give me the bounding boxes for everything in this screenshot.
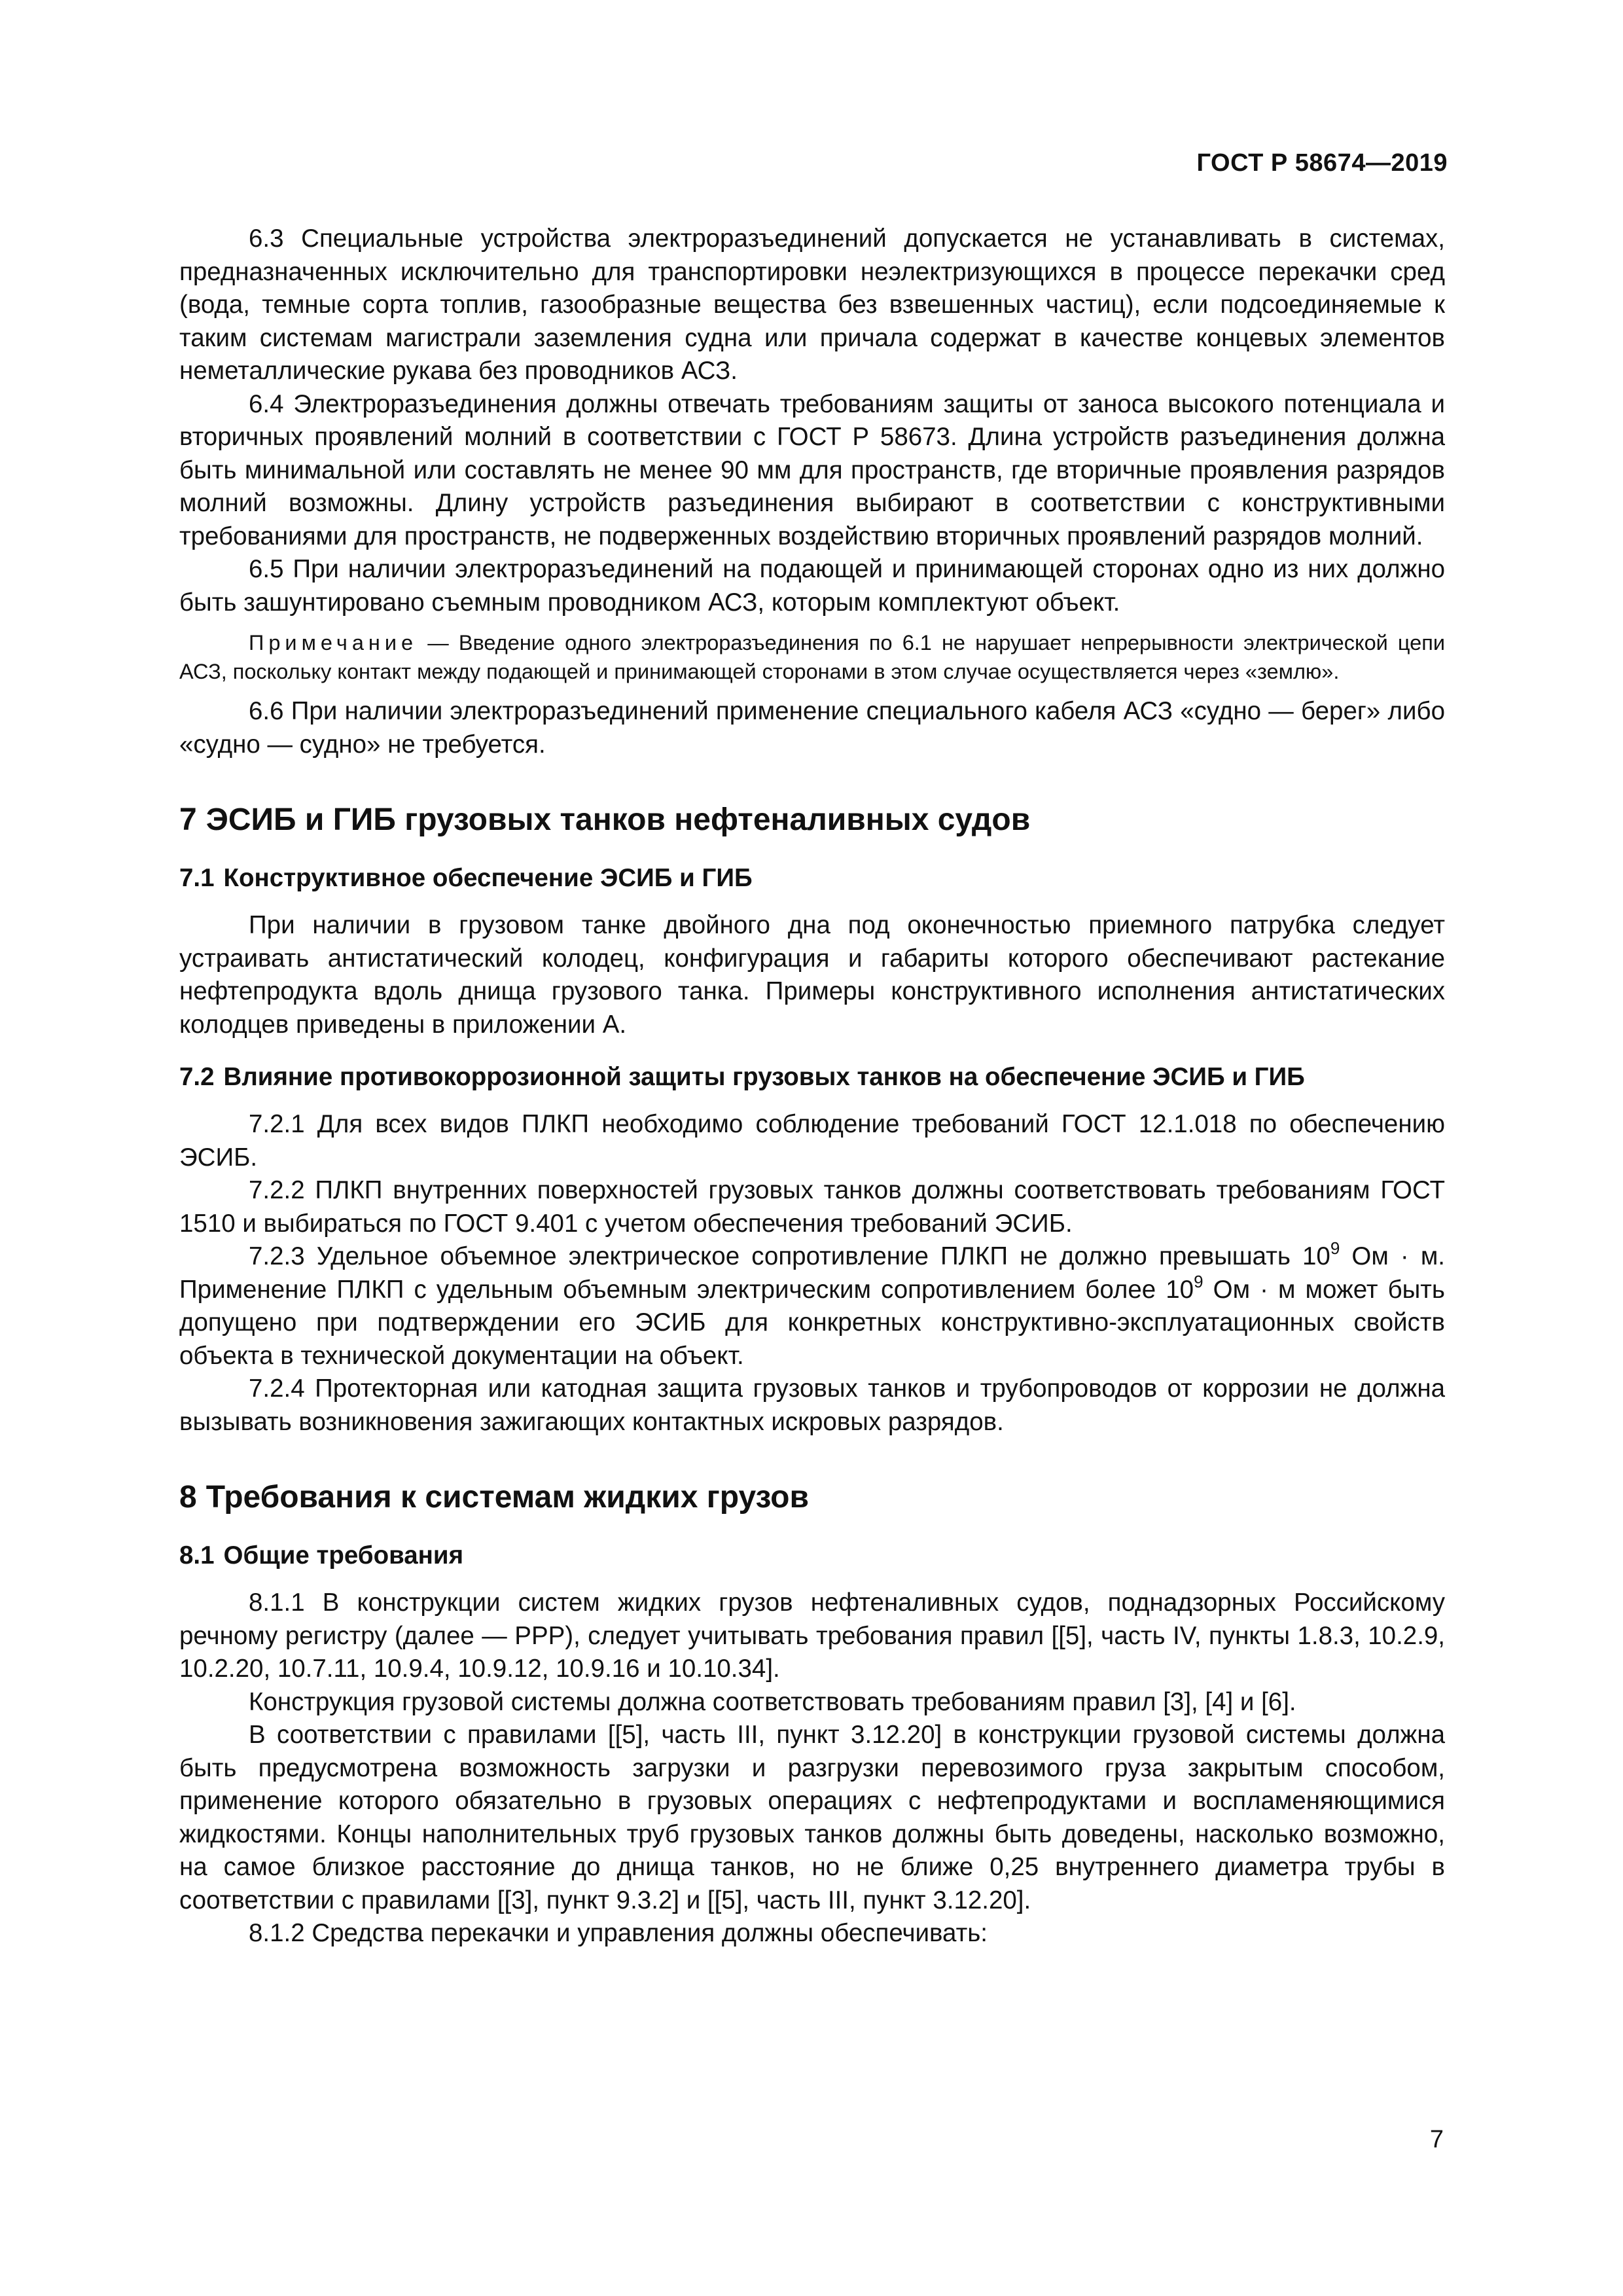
note	[179, 628, 1445, 686]
note-text: — Введение одного электроразъединения по 6.1 не нарушает непрерывности электрической цепи АСЗ, поскольку контакт между подающей и принимающей сторонами в этом случае осуществляется через «землю».	[179, 631, 1445, 683]
subsection-7-2-title: Влияние противокоррозионной защиты грузовых танков на обеспечение ЭСИБ и ГИБ	[223, 1063, 1305, 1091]
paragraph-6-3: 6.3 Специальные устройства электроразъединений допускается не устанавливать в системах, предназначенных исключительно для транспортировки неэлектризующихся в процессе перекачки сред (вода, темные сорта топлив, газообразные вещества без взвешенных частиц), если подсоединяемые к таким системам магистрали заземления судна или причала содержат в качестве концевых элементов неметаллические рукава без проводников АСЗ.	[179, 224, 1445, 385]
section-7-title: ЭСИБ и ГИБ грузовых танков нефтеналивных судов	[205, 802, 1031, 837]
paragraph-6-4: 6.4 Электроразъединения должны отвечать требованиям защиты от заноса высокого потенциала и вторичных проявлений молний в соответствии с ГОСТ Р 58673. Длина устройств разъединения должна быть минимальной или составлять не менее 90 мм для пространств, где вторичные проявления разрядов молний возможны. Длину устройств разъединения выбирают в соответствии с конструктивными требованиями для пространств, не подверженных воздействию вторичных проявлений разрядов молний.	[179, 389, 1445, 550]
page-body	[179, 223, 1445, 1950]
paragraph-8-1-1: 8.1.1 В конструкции систем жидких грузов нефтеналивных судов, поднадзорных Российскому речному регистру (далее — PPP), следует учитывать требования правил [[5], часть IV, пункты 1.8.3, 10.2.9, 10.2.20, 10.7.11, 10.9.4, 10.9.12, 10.9.16 и 10.10.34].	[179, 1588, 1445, 1683]
paragraph-6-5: 6.5 При наличии электроразъединений на подающей и принимающей сторонах одно из них должно быть зашунтировано съемным проводником АСЗ, которым комплектуют объект.	[179, 555, 1445, 617]
paragraph-7-2-3-part-c: Ом · м может быть допущено при подтверждении его ЭСИБ для конкретных конструктивно-эксплуатационных свойств объекта в технической документации на объект.	[179, 1275, 1445, 1370]
page-number: 7	[1429, 2126, 1444, 2153]
subsection-7-2-heading	[179, 1061, 1445, 1094]
paragraph-7-2-2: 7.2.2 ПЛКП внутренних поверхностей грузовых танков должны соответствовать требованиям ГОСТ 1510 и выбираться по ГОСТ 9.401 с учетом обеспечения требований ЭСИБ.	[179, 1176, 1445, 1238]
paragraph-8-1-2: 8.1.2 Средства перекачки и управления должны обеспечивать:	[249, 1919, 988, 1947]
section-7-number: 7	[179, 802, 197, 837]
paragraph-7-2-3-part-a: 7.2.3 Удельное объемное электрическое сопротивление ПЛКП не должно превышать 10	[249, 1242, 1330, 1270]
subsection-8-1-heading	[179, 1539, 1445, 1572]
section-7-heading	[179, 800, 1445, 840]
paragraph-7-1: При наличии в грузовом танке двойного дна под оконечностью приемного патрубка следует устраивать антистатический колодец, конфигурация и габариты которого обеспечивают растекание нефтепродукта вдоль днища грузового танка. Примеры конструктивного исполнения антистатических колодцев приведены в приложении А.	[179, 911, 1445, 1039]
subsection-7-1-title: Конструктивное обеспечение ЭСИБ и ГИБ	[223, 864, 753, 892]
paragraph-7-2-1: 7.2.1 Для всех видов ПЛКП необходимо соблюдение требований ГОСТ 12.1.018 по обеспечению ЭСИБ.	[179, 1110, 1445, 1172]
note-label: Примечание	[249, 631, 418, 655]
exponent: 9	[1194, 1271, 1204, 1291]
exponent: 9	[1330, 1238, 1340, 1259]
paragraph-8-1-1-cont-2: В соответствии с правилами [[5], часть III, пункт 3.12.20] в конструкции грузовой системы должна быть предусмотрена возможность загрузки и разгрузки перевозимого груза закрытым способом, применение которого обязательно в грузовых операциях с нефтепродуктами и воспламеняющимися жидкостями. Концы наполнительных труб грузовых танков должны быть доведены, насколько возможно, на самое близкое расстояние до днища танков, но не ближе 0,25 внутреннего диаметра трубы в соответствии с правилами [[3], пункт 9.3.2] и [[5], часть III, пункт 3.12.20].	[179, 1721, 1445, 1914]
subsection-8-1-number: 8.1	[179, 1541, 215, 1570]
document-code: ГОСТ Р 58674—2019	[1196, 149, 1448, 177]
paragraph-6-6: 6.6 При наличии электроразъединений применение специального кабеля АСЗ «судно — берег» либо «судно — судно» не требуется.	[179, 697, 1445, 759]
section-8-title: Требования к системам жидких грузов	[205, 1480, 810, 1515]
subsection-8-1-title: Общие требования	[223, 1541, 464, 1570]
paragraph-8-1-1-cont-1: Конструкция грузовой системы должна соответствовать требованиям правил [3], [4] и [6].	[249, 1687, 1296, 1716]
subsection-7-1-heading	[179, 862, 1445, 895]
subsection-7-2-number: 7.2	[179, 1063, 215, 1091]
subsection-7-1-number: 7.1	[179, 864, 215, 892]
paragraph-7-2-4: 7.2.4 Протекторная или катодная защита грузовых танков и трубопроводов от коррозии не должна вызывать возникновения зажигающих контактных искровых разрядов.	[179, 1374, 1445, 1436]
section-8-heading	[179, 1478, 1445, 1517]
section-8-number: 8	[179, 1480, 197, 1515]
paragraph-7-2-3-part-b: Ом · м. Применение ПЛКП с удельным объемным электрическим сопротивлением более 10	[179, 1242, 1446, 1304]
paragraph-7-2-3	[179, 1240, 1445, 1372]
